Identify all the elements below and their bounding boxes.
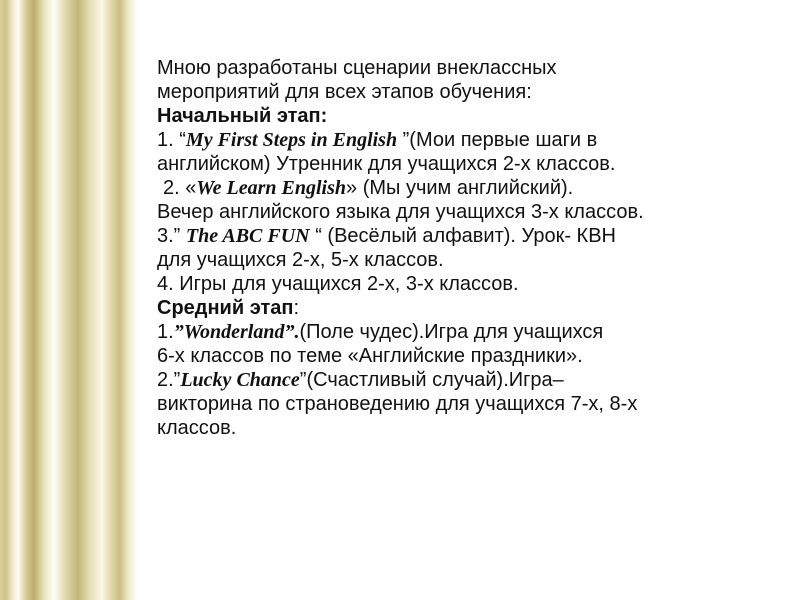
item6-title: Lucky Chance [180,369,300,391]
item2-line-1 [157,176,777,200]
item2-prefix: 2. « [163,177,197,199]
item3-title: The ABC FUN [185,225,310,247]
item2-title: We Learn English [196,177,347,199]
slide-text-body [157,56,777,440]
item5-line-1 [157,320,777,344]
item6-prefix: 2.” [157,369,181,391]
item5-prefix: 1. [157,321,174,343]
item1-line-1 [157,128,777,152]
item5-suffix: (Поле чудес).Игра для учащихся [299,321,604,343]
item3-suffix: “ (Весёлый алфавит). Урок- КВН [309,225,616,247]
item1-line-2: английском) Утренник для учащихся 2-х классов. [157,153,616,175]
item6-suffix: ”(Счастливый случай).Игра– [299,369,564,391]
item6-line-1 [157,368,777,392]
item3-prefix: 3.” [157,225,186,247]
item4-line: 4. Игры для учащихся 2-х, 3-х классов. [157,273,519,295]
item1-prefix: 1. “ [157,129,186,151]
intro-line-2: мероприятий для всех этапов обучения: [157,81,532,103]
item3-line-1 [157,224,777,248]
stage1-heading: Начальный этап: [157,105,328,127]
stage2-colon: : [293,297,300,319]
item1-title: My First Steps in English [185,129,398,151]
item6-line-2: викторина по страноведению для учащихся 7-х, 8-х [157,393,638,415]
item2-suffix: » (Мы учим английский). [346,177,574,199]
decorative-curtain-stripe [0,0,138,600]
item5-title: ”Wonderland”. [173,321,300,343]
item1-suffix: ”(Мои первые шаги в [397,129,598,151]
item3-line-2: для учащихся 2-х, 5-х классов. [157,249,444,271]
stage2-heading: Средний этап [157,297,294,319]
item5-line-2: 6-х классов по теме «Английские праздники». [157,345,583,367]
item2-line-2: Вечер английского языка для учащихся 3-х классов. [157,201,644,223]
stage2-heading-line [157,296,777,320]
item6-line-3: классов. [157,417,237,439]
intro-line-1: Мною разработаны сценарии внеклассных [157,57,557,79]
